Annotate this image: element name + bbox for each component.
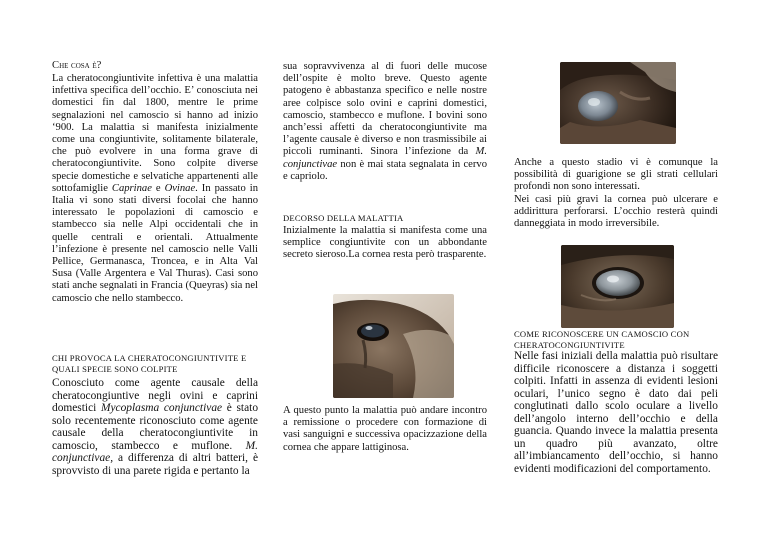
survival-italic: M. conjunctivae	[283, 146, 487, 170]
paragraph-severe: Nei casi più gravi la cornea può ulcerare e addirittura perforarsi. L’occhio resterà quindi danneggiata in modo irreversibile.	[514, 194, 718, 230]
paragraph-decorso: Inizialmente la malattia si manifesta come una semplice congiuntivite con un abbondante secreto sieroso.La cornea resta però trasparente.	[283, 225, 487, 261]
intro-italic-ovinae: Ovinae	[164, 182, 196, 194]
agent-text-c: a differenza di altri batteri, è sprovvisto di una parete rigida e pertanto la	[52, 452, 258, 477]
chamois-opaque-eye-photo	[561, 245, 674, 328]
agent-italic-m-conj: M. conjunctivae,	[52, 439, 258, 464]
paragraph-intro	[52, 73, 258, 305]
paragraph-recognize: Nelle fasi iniziali della malattia può risultare difficile riconoscere a distanza i soggetti colpiti. Infatti in assenza di evidenti lesioni oculari, l’unico segno è dato dai peli conglutinati dallo scolo oculare a livello dell’angolo interno dell’occhio e della guancia. Quando invece la malattia presenta un quadro più avanzato, oltre all’imbiancamento dell’occhio, si hanno evidenti modificazioni del comportamento.	[514, 350, 718, 475]
column-1	[52, 0, 258, 543]
intro-rest: . In passato in Italia vi sono stati diversi focolai che hanno interessato le popolazioni di camoscio e stambecco sia nelle Alpi occidentali che in quelle centrali e orientali. Attualmente l’infezione è presente nel camoscio nelle Valli Pellice, Germanasca, Troncea, e in Alta Val Susa (Valle Argentera e Val Thuras). Casi sono stati anche segnalati in Francia (Queyras) sia nel camoscio che nello stambecco.	[52, 182, 258, 304]
survival-text-a: sua sopravvivenza al di fuori delle mucose dell’ospite è molto breve. Questo agente patogeno è abbastanza specifico e nelle nostre aree colpisce solo ovini e caprini domestici, camoscio, stambecco e muflone. I bovini sono anch’essi affetti da cheratocongiuntivite ma l’agente causale è diverso e non trasmissibile ai piccoli ruminanti. Sinora l’infezione da	[283, 61, 487, 158]
paragraph-healing: Anche a questo stadio vi è comunque la possibilità di guarigione se gli strati cellulari profondi non sono interessati.	[514, 157, 718, 193]
intro-text: La cheratocongiuntivite infettiva è una malattia infettiva specifica dell’occhio. E’ conosciuta nei domestici fin dal 1800, mentre le prime segnalazioni nel camoscio si hanno ad inizio ‘900. La malattia si manifesta inizialmente come una congiuntivite, solitamente bilaterale, che può evolvere in una forma grave di cheratocongiuntivite. Sono colpite diverse specie domestiche e selvatiche appartenenti alle sottofamiglie	[52, 73, 258, 194]
intro-and: e	[151, 182, 165, 194]
heading-riconoscere: COME RICONOSCERE UN CAMOSCIO CON CHERATOCONGIUNTIVITE	[514, 329, 690, 350]
heading-decorso: DECORSO DELLA MALATTIA	[283, 213, 404, 223]
agent-italic-mycoplasma: Mycoplasma conjunctivae	[100, 402, 223, 414]
paragraph-remission: A questo punto la malattia può andare incontro a remissione o procedere con formazione di vasi sanguigni e successiva opacizzazione della cornea che appare lattiginosa.	[283, 405, 487, 453]
chamois-clouded-eye-photo	[560, 62, 676, 144]
column-2	[283, 0, 487, 543]
chamois-conjunctivitis-photo	[333, 294, 454, 398]
heading-chi-provoca: CHI PROVOCA LA CHERATOCONGIUNTIVITE E QUALI SPECIE SONO COLPITE	[52, 353, 247, 374]
heading-che-cosa: Che cosa è?	[52, 60, 102, 71]
agent-text-b: è stato solo recentemente riconosciuto come agente causale della cheratocongiuntivite in camoscio, stambecco e muflone.	[52, 402, 259, 452]
intro-italic-caprinae: Caprinae	[111, 182, 152, 194]
agent-text-a: Conosciuto come agente causale della cheratocongiuntive negli ovini e caprini domestici	[52, 377, 258, 414]
paragraph-survival	[283, 61, 487, 183]
survival-text-b: non è mai stata segnalata in cervo e capriolo.	[283, 158, 487, 182]
paragraph-agent	[52, 377, 258, 477]
